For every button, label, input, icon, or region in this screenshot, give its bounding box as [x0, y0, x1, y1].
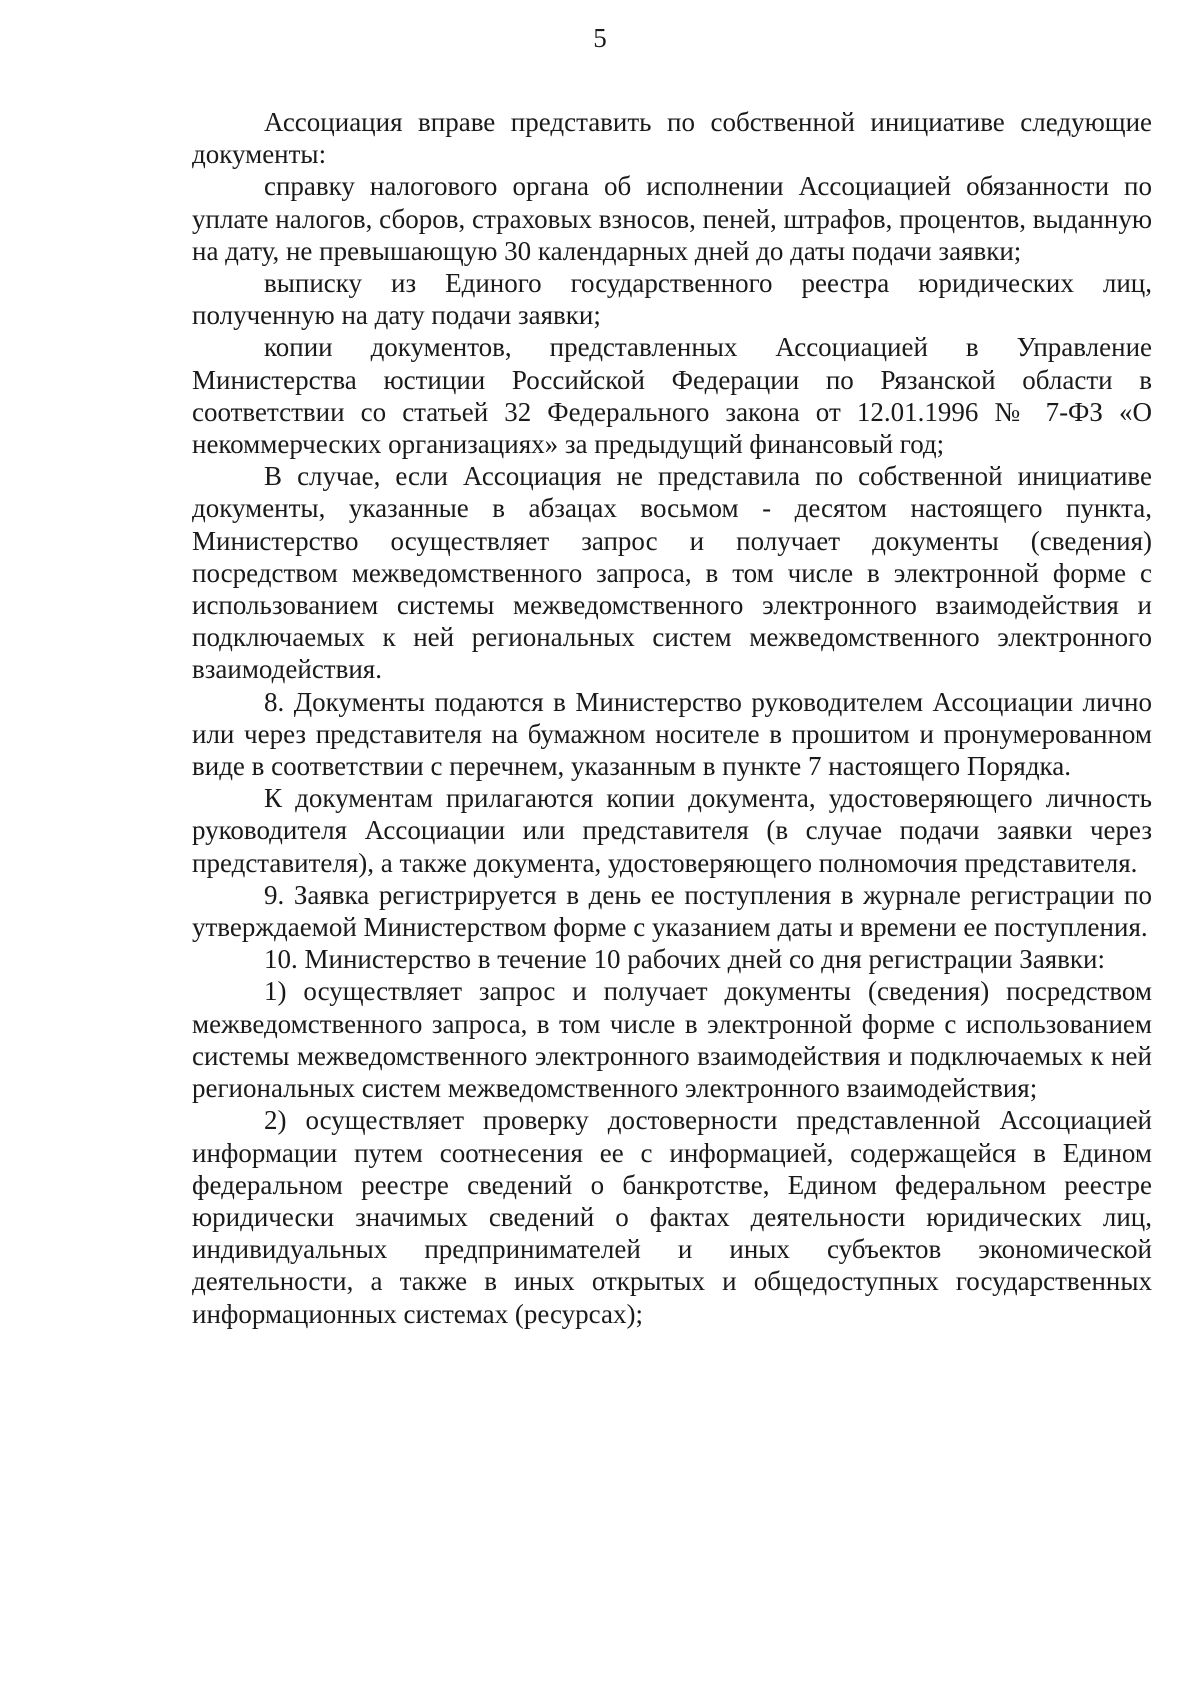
paragraph-tax-certificate: справку налогового органа об исполнении Ассоциацией обязанности по уплате налогов, сборов, страховых взносов, пеней, штрафов, процентов, выданную на дату, не превышающую 30 календарных дней до даты подачи заявки;	[192, 171, 1152, 266]
paragraph-item-10-2: 2) осуществляет проверку достоверности представленной Ассоциацией информации путем соотнесения ее с информацией, содержащейся в Едином федеральном реестре сведений о банкротстве, Едином федеральном реестре юридически значимых сведений о фактах деятельности юридических лиц, индивидуальных предпринимателей и иных субъектов экономической деятельности, а также в иных открытых и общедоступных государственных информационных системах (ресурсах);	[192, 1105, 1152, 1329]
paragraph-document-copies: копии документов, представленных Ассоциацией в Управление Министерства юстиции Российской Федерации по Рязанской области в соответствии со статьей 32 Федерального закона от 12.01.1996 № 7-ФЗ «О некоммерческих организациях» за предыдущий финансовый год;	[192, 332, 1152, 460]
paragraph-item-8: 8. Документы подаются в Министерство руководителем Ассоциации лично или через представителя на бумажном носителе в прошитом и пронумерованном виде в соответствии с перечнем, указанным в пункте 7 настоящего Порядка.	[192, 686, 1152, 782]
page-number: 5	[593, 23, 607, 53]
paragraph-interagency-request: В случае, если Ассоциация не представила по собственной инициативе документы, указанные в абзацах восьмом - десятом настоящего пункта, Министерство осуществляет запрос и получает документы (сведения) посредством межведомственного запроса, в том числе в электронной форме с использованием системы межведомственного электронного взаимодействия и подключаемых к ней региональных систем межведомственного электронного взаимодействия.	[192, 461, 1152, 685]
paragraph-item-10-1: 1) осуществляет запрос и получает документы (сведения) посредством межведомственного запроса, в том числе в электронной форме с использованием системы межведомственного электронного взаимодействия и подключаемых к ней региональных систем межведомственного электронного взаимодействия;	[192, 976, 1152, 1104]
document-body	[192, 106, 1152, 1330]
paragraph-registry-extract: выписку из Единого государственного реестра юридических лиц, полученную на дату подачи заявки;	[192, 268, 1152, 331]
paragraph-item-10: 10. Министерство в течение 10 рабочих дней со дня регистрации Заявки:	[264, 944, 1105, 975]
paragraph-attached-copies: К документам прилагаются копии документа, удостоверяющего личность руководителя Ассоциации или представителя (в случае подачи заявки через представителя), а также документа, удостоверяющего полномочия представителя.	[192, 783, 1152, 878]
paragraph-association-right: Ассоциация вправе представить по собственной инициативе следующие документы:	[192, 107, 1152, 170]
paragraph-item-9: 9. Заявка регистрируется в день ее поступления в журнале регистрации по утверждаемой Министерством форме с указанием даты и времени ее поступления.	[192, 879, 1152, 943]
